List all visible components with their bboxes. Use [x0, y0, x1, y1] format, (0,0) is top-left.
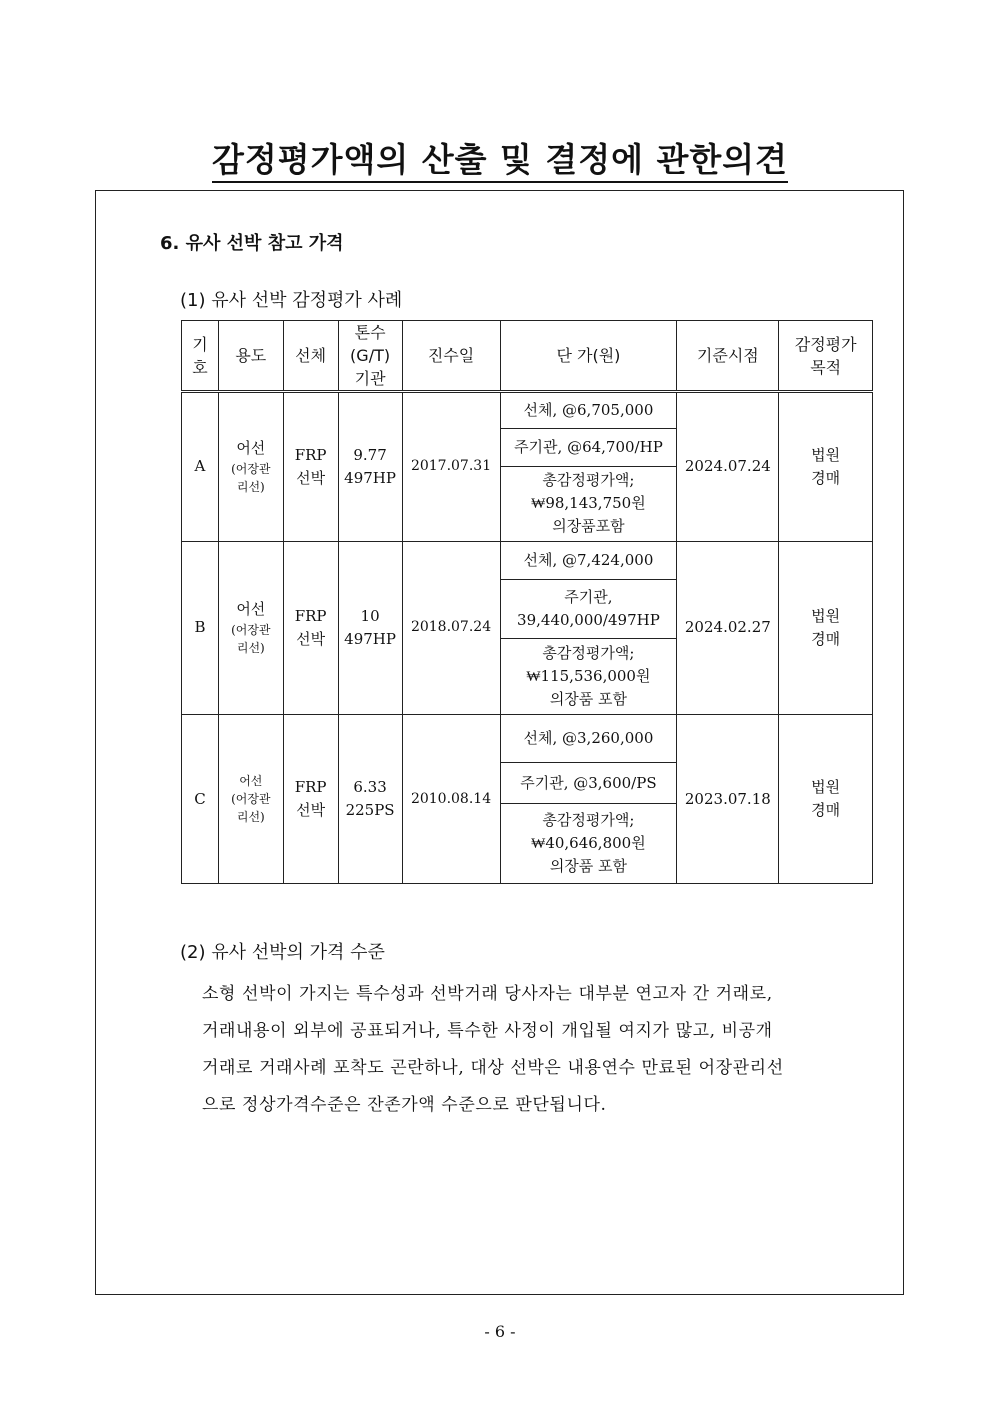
table-row	[182, 392, 873, 429]
table-row	[182, 715, 873, 763]
row-symbol: C	[182, 715, 219, 884]
row-price-engine: 주기관, @64,700/HP	[500, 429, 677, 467]
row-price-total: 총감정평가액; ₩115,536,000원 의장품 포함	[500, 638, 677, 714]
appraisal-cases-table	[181, 320, 873, 884]
row-price-hull: 선체, @6,705,000	[500, 392, 677, 429]
paragraph-line: 으로 정상가격수준은 잔존가액 수준으로 판단됩니다.	[202, 1095, 607, 1115]
row-use: 어선 (어장관 리선)	[218, 715, 283, 884]
row-price-engine: 주기관, @3,600/PS	[500, 763, 677, 803]
document-title: 감정평가액의 산출 및 결정에 관한의견	[0, 134, 1000, 181]
row-tonnage: 10 497HP	[338, 541, 402, 715]
subsection-heading-price-level: (2) 유사 선박의 가격 수준	[180, 942, 385, 963]
row-hull: FRP 선박	[283, 541, 338, 715]
header-purpose: 감정평가 목적	[779, 321, 873, 392]
header-symbol: 기 호	[182, 321, 219, 392]
row-launch-date: 2017.07.31	[402, 392, 500, 542]
subsection-heading-cases: (1) 유사 선박 감정평가 사례	[180, 290, 403, 311]
row-use: 어선 (어장관 리선)	[218, 392, 283, 542]
header-unit-price: 단 가(원)	[500, 321, 677, 392]
row-launch-date: 2018.07.24	[402, 541, 500, 715]
row-price-hull: 선체, @3,260,000	[500, 715, 677, 763]
page-number: - 6 -	[484, 1322, 516, 1341]
row-tonnage: 6.33 225PS	[338, 715, 402, 884]
row-use: 어선 (어장관 리선)	[218, 541, 283, 715]
row-symbol: A	[182, 392, 219, 542]
row-hull: FRP 선박	[283, 715, 338, 884]
paragraph-line: 소형 선박이 가지는 특수성과 선박거래 당사자는 대부분 연고자 간 거래로,	[202, 984, 773, 1004]
paragraph-line: 거래로 거래사례 포착도 곤란하나, 대상 선박은 내용연수 만료된 어장관리선	[202, 1058, 784, 1078]
row-base-date: 2024.02.27	[677, 541, 779, 715]
row-base-date: 2023.07.18	[677, 715, 779, 884]
header-use: 용도	[218, 321, 283, 392]
row-hull: FRP 선박	[283, 392, 338, 542]
header-launch-date: 진수일	[402, 321, 500, 392]
table-header-row	[182, 321, 873, 392]
row-tonnage: 9.77 497HP	[338, 392, 402, 542]
row-launch-date: 2010.08.14	[402, 715, 500, 884]
header-hull: 선체	[283, 321, 338, 392]
row-purpose: 법원 경매	[779, 541, 873, 715]
header-base-date: 기준시점	[677, 321, 779, 392]
section-heading: 6. 유사 선박 참고 가격	[160, 233, 344, 254]
header-tonnage: 톤수 (G/T) 기관	[338, 321, 402, 392]
row-purpose: 법원 경매	[779, 392, 873, 542]
row-purpose: 법원 경매	[779, 715, 873, 884]
price-level-paragraph	[202, 976, 882, 1124]
row-price-total: 총감정평가액; ₩98,143,750원 의장품포함	[500, 467, 677, 541]
table-row	[182, 541, 873, 579]
row-price-total: 총감정평가액; ₩40,646,800원 의장품 포함	[500, 803, 677, 883]
paragraph-line: 거래내용이 외부에 공표되거나, 특수한 사정이 개입될 여지가 많고, 비공개	[202, 1021, 773, 1041]
row-price-hull: 선체, @7,424,000	[500, 541, 677, 579]
row-symbol: B	[182, 541, 219, 715]
row-price-engine: 주기관, 39,440,000/497HP	[500, 579, 677, 638]
row-base-date: 2024.07.24	[677, 392, 779, 542]
